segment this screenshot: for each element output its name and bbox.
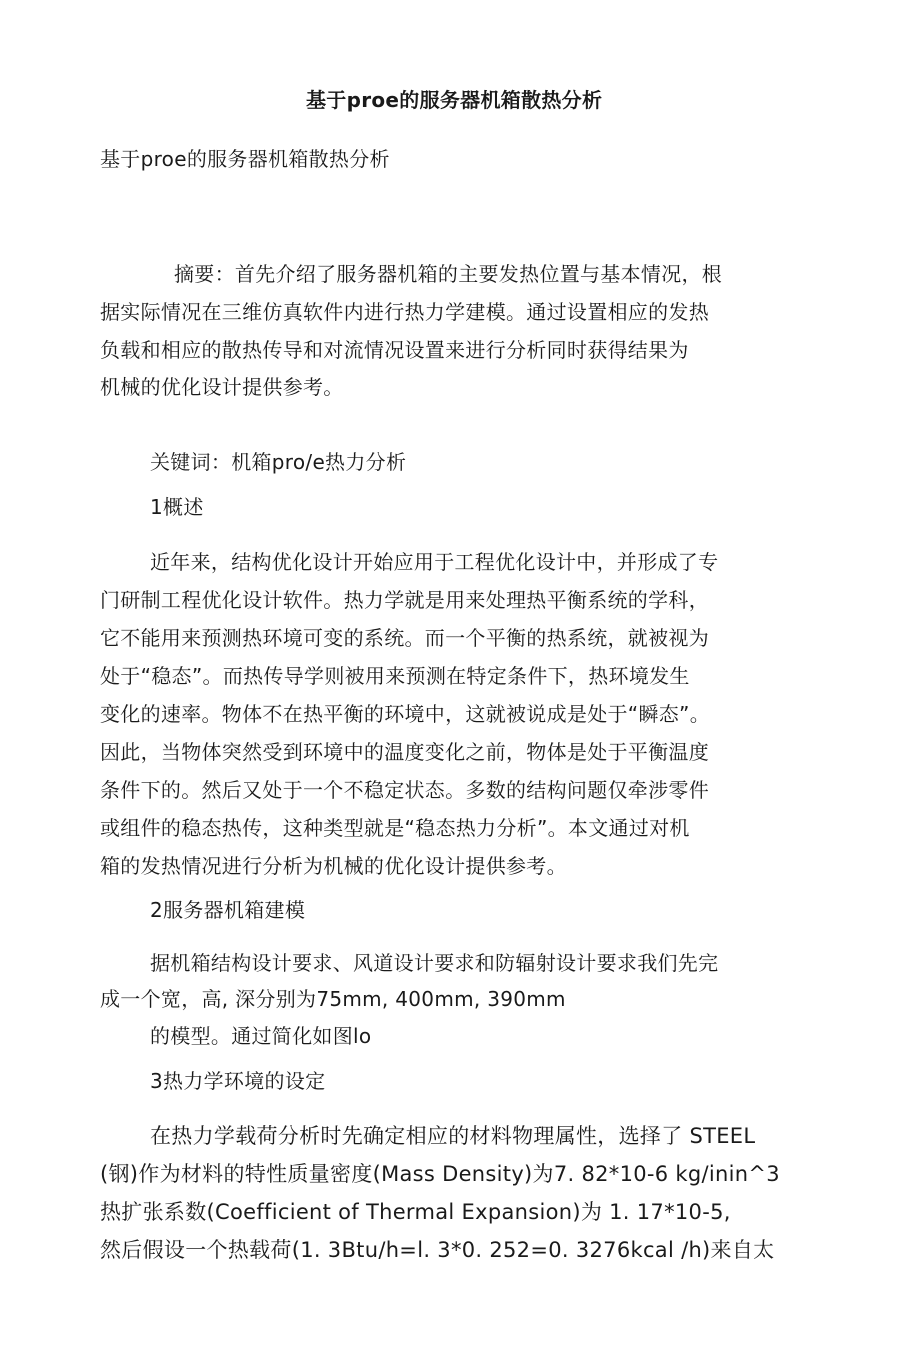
paragraph-line: 或组件的稳态热传，这种类型就是“稳态热力分析”。本文通过对机	[100, 816, 690, 840]
paragraph-line: (钢)作为材料的特性质量密度(Mass Density)为7. 82*10-6 kg/inin^3	[100, 1162, 780, 1186]
paragraph-line: 门研制工程优化设计软件。热力学就是用来处理热平衡系统的学科，	[100, 588, 709, 612]
section-3-heading: 3热力学环境的设定	[150, 1069, 326, 1093]
abstract-line: 机械的优化设计提供参考。	[100, 375, 344, 399]
paragraph-line: 因此，当物体突然受到环境中的温度变化之前，物体是处于平衡温度	[100, 740, 709, 764]
paragraph-line: 据机箱结构设计要求、风道设计要求和防辐射设计要求我们先完	[150, 951, 719, 975]
paragraph-line: 的模型。通过简化如图lo	[150, 1024, 372, 1048]
paragraph-line: 处于“稳态”。而热传导学则被用来预测在特定条件下，热环境发生	[100, 664, 690, 688]
section-2-heading: 2服务器机箱建模	[150, 898, 306, 922]
paragraph-line: 变化的速率。物体不在热平衡的环境中，这就被说成是处于“瞬态”。	[100, 702, 711, 726]
abstract-line: 据实际情况在三维仿真软件内进行热力学建模。通过设置相应的发热	[100, 300, 709, 324]
paragraph-line: 然后假设一个热载荷(1. 3Btu/h=l. 3*0. 252=0. 3276kcal /h)来自太	[100, 1238, 775, 1262]
keywords: 关键词：机箱pro/e热力分析	[150, 450, 407, 474]
paragraph-line: 它不能用来预测热环境可变的系统。而一个平衡的热系统，就被视为	[100, 626, 709, 650]
document-subtitle: 基于proe的服务器机箱散热分析	[100, 147, 390, 171]
abstract-line: 负载和相应的散热传导和对流情况设置来进行分析同时获得结果为	[100, 338, 689, 362]
paragraph-line: 近年来，结构优化设计开始应用于工程优化设计中，并形成了专	[150, 550, 719, 574]
section-1-heading: 1概述	[150, 495, 204, 519]
paragraph-line: 热扩张系数(Coefficient of Thermal Expansion)为 1. 17*10-5,	[100, 1200, 731, 1224]
abstract-line: 摘要：首先介绍了服务器机箱的主要发热位置与基本情况，根	[174, 262, 723, 286]
paragraph-line: 箱的发热情况进行分析为机械的优化设计提供参考。	[100, 854, 567, 878]
paragraph-line: 在热力学载荷分析时先确定相应的材料物理属性，选择了 STEEL	[150, 1124, 756, 1148]
paragraph-line: 条件下的。然后又处于一个不稳定状态。多数的结构问题仅牵涉零件	[100, 778, 709, 802]
document-title: 基于proe的服务器机箱散热分析	[306, 88, 603, 112]
paragraph-line: 成一个宽，高, 深分别为75mm, 400mm, 390mm	[100, 987, 566, 1011]
